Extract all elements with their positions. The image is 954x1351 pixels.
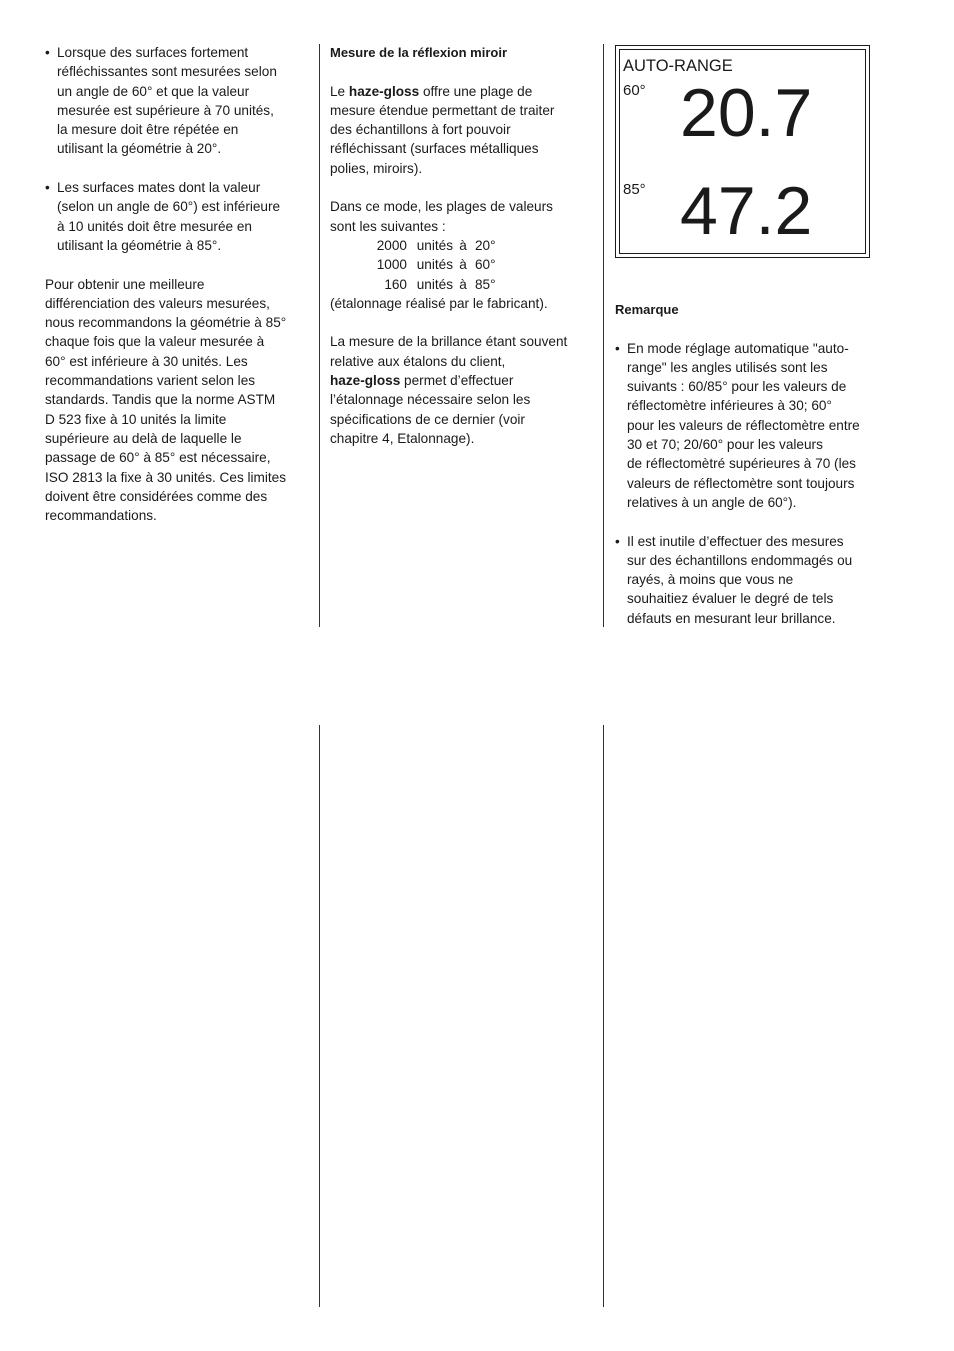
range-angle: 20° — [475, 237, 496, 253]
text-line: suivants : 60/85° pour les valeurs de — [627, 379, 847, 395]
text-line: relative aux étalons du client, — [330, 353, 506, 369]
range-row — [330, 255, 598, 274]
text-line: ISO 2813 la fixe à 30 unités. Ces limites — [45, 469, 287, 485]
column-divider-2-bottom — [603, 725, 604, 1307]
text-line: mesure étendue permettant de traiter — [330, 102, 555, 118]
text-line: 30 et 70; 20/60° pour les valeurs — [627, 437, 823, 453]
range-angle: 60° — [475, 257, 496, 273]
text-line: (selon un angle de 60°) est inférieure — [57, 199, 281, 215]
text-line: rayés, à moins que vous ne — [627, 572, 794, 588]
range-row — [330, 236, 598, 255]
text-line — [330, 82, 598, 101]
text-line: sont les suivantes : — [330, 218, 446, 234]
text-line: pour les valeurs de réflectomètre entre — [627, 417, 860, 433]
text-span: offre une plage de — [419, 83, 533, 99]
remark-damaged-samples — [615, 532, 880, 628]
text-line: D 523 fixe à 10 unités la limite — [45, 411, 227, 427]
remark-auto-range — [615, 339, 880, 513]
display-mode-label: AUTO-RANGE — [623, 57, 733, 75]
column-3 — [615, 300, 880, 628]
range-preposition: à — [459, 276, 467, 292]
text-line: différenciation des valeurs mesurées, — [45, 295, 270, 311]
text-span: Le — [330, 83, 349, 99]
text-line: la mesure doit être répétée en — [57, 122, 239, 138]
bullet-mark: • — [45, 45, 50, 60]
text-line: supérieure au delà de laquelle le — [45, 430, 242, 446]
text-line: réfléchissantes sont mesurées selon — [57, 64, 277, 80]
column-2 — [330, 43, 598, 448]
text-line: à 10 unités doit être mesurée en — [57, 218, 252, 234]
text-line: utilisant la géométrie à 20°. — [57, 141, 222, 157]
bullet-mark: • — [615, 533, 620, 549]
text-line: Il est inutile d’effectuer des mesures — [627, 533, 844, 549]
text-line: souhaitiez évaluer le degré de tels — [627, 591, 834, 607]
range-angle: 85° — [475, 276, 496, 292]
text-line: défauts en mesurant leur brillance. — [627, 610, 836, 626]
column-divider-1-top — [319, 44, 320, 627]
text-line: un angle de 60° et que la valeur — [57, 83, 250, 99]
text-line: Les surfaces mates dont la valeur — [57, 180, 261, 196]
text-line: standards. Tandis que la norme ASTM — [45, 392, 276, 408]
text-line: recommandations varient selon les — [45, 373, 256, 389]
range-preposition: à — [459, 257, 467, 273]
text-line: chapitre 4, Etalonnage). — [330, 430, 475, 446]
text-span: permet d’effectuer — [400, 373, 514, 389]
text-line: polies, miroirs). — [330, 160, 423, 176]
text-line: sur des échantillons endommagés ou — [627, 552, 853, 568]
range-unit: unités — [416, 257, 453, 273]
display-angle-2: 85° — [623, 181, 646, 198]
bullet-high-gloss — [45, 43, 313, 159]
text-line: range" les angles utilisés sont les — [627, 359, 828, 375]
paragraph-value-ranges — [330, 197, 598, 313]
text-line: valeurs de réflectomètre sont toujours — [627, 475, 855, 491]
column-divider-2-top — [603, 44, 604, 627]
bullet-matte-surfaces — [45, 178, 313, 255]
text-line: mesurée est supérieure à 70 unités, — [57, 102, 274, 118]
text-line: nous recommandons la géométrie à 85° — [45, 315, 287, 331]
section-heading: Remarque — [615, 302, 679, 317]
display-value-1: 20.7 — [680, 75, 813, 151]
range-unit: unités — [416, 276, 453, 292]
paragraph-haze-gloss-range — [330, 82, 598, 178]
text-line: doivent être considérées comme des — [45, 488, 268, 504]
text-line: des échantillons à fort pouvoir — [330, 122, 511, 138]
text-line: l’étalonnage nécessaire selon les — [330, 392, 531, 408]
text-line: Dans ce mode, les plages de valeurs — [330, 199, 553, 215]
text-line: de réflectomètré supérieures à 70 (les — [627, 456, 856, 472]
paragraph-calibration — [330, 332, 598, 448]
paragraph-recommendation — [45, 275, 313, 526]
range-value: 2000 — [376, 237, 407, 253]
text-line: utilisant la géométrie à 85°. — [57, 237, 222, 253]
device-display — [615, 45, 870, 258]
bullet-mark: • — [615, 340, 620, 356]
device-display-screen — [619, 49, 866, 254]
text-line: Pour obtenir une meilleure — [45, 276, 205, 292]
display-value-2: 47.2 — [680, 173, 813, 249]
text-line: spécifications de ce dernier (voir — [330, 411, 525, 427]
text-line: 60° est inférieure à 30 unités. Les — [45, 353, 248, 369]
text-line: réfléchissant (surfaces métalliques — [330, 141, 539, 157]
column-1 — [45, 43, 313, 525]
text-line: passage de 60° à 85° est nécessaire, — [45, 450, 271, 466]
text-line: En mode réglage automatique "auto- — [627, 340, 849, 356]
display-angle-1: 60° — [623, 82, 646, 99]
text-line: recommandations. — [45, 508, 157, 524]
range-row — [330, 275, 598, 294]
range-unit: unités — [416, 237, 453, 253]
bullet-mark: • — [45, 180, 50, 196]
product-name: haze-gloss — [330, 373, 401, 389]
product-name: haze-gloss — [348, 83, 420, 99]
text-line: relatives à un angle de 60°). — [627, 494, 797, 510]
text-line: (étalonnage réalisé par le fabricant). — [330, 295, 548, 311]
range-value: 1000 — [376, 257, 407, 273]
text-line: chaque fois que la valeur mesurée à — [45, 334, 265, 350]
range-preposition: à — [459, 237, 467, 253]
section-heading: Mesure de la réflexion miroir — [330, 45, 508, 60]
text-line — [330, 371, 598, 390]
text-line: réflectomètre inférieures à 30; 60° — [627, 398, 832, 414]
column-divider-1-bottom — [319, 725, 320, 1307]
range-value: 160 — [384, 276, 407, 292]
text-line: Lorsque des surfaces fortement — [57, 45, 249, 60]
text-line: La mesure de la brillance étant souvent — [330, 334, 568, 350]
